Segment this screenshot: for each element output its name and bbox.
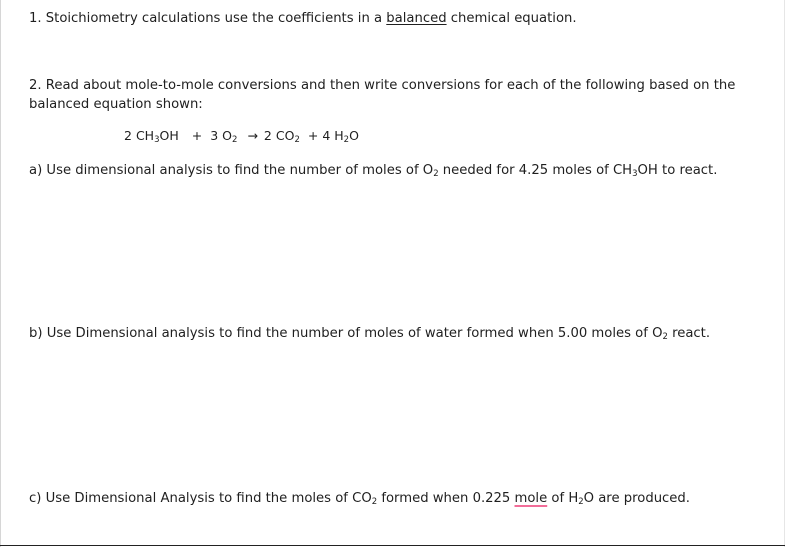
question-2: 2. Read about mole-to-mole conversions and then write conversions for each of the following based on the balanced equation shown:: [29, 78, 736, 112]
question-1-text-start: 1. Stoichiometry calculations use the coefficients in a: [29, 11, 387, 26]
coefficient-water: 4: [322, 128, 331, 143]
bottom-divider: [0, 545, 785, 546]
balanced-equation: [124, 127, 359, 145]
question-b: b) Use Dimensional analysis to find the number of moles of water formed when 5.00 moles of $O_2$ react.: [29, 326, 711, 342]
coefficient-oxygen: 3: [210, 128, 219, 143]
question-c: c) Use Dimensional Analysis to find the moles of $CO_2$ formed when 0.225 mole of $H_2O$ are produced.: [29, 491, 690, 507]
formula-methanol: $CH_3OH$: [135, 128, 179, 145]
formula-carbon-dioxide: $CO_2$: [275, 128, 300, 145]
coefficient-methanol: 2: [124, 128, 132, 143]
formula-water: $H_2O$: [334, 128, 359, 145]
plus-sign: +: [191, 128, 203, 143]
spellcheck-flagged-word[interactable]: mole: [514, 491, 548, 506]
coefficient-carbon-dioxide: 2: [263, 128, 272, 143]
formula-oxygen: $O_2$: [222, 128, 238, 145]
plus-sign: +: [307, 128, 319, 143]
question-1-text-end: chemical equation.: [446, 11, 577, 26]
question-1: [29, 9, 577, 28]
reaction-arrow-icon: →: [247, 128, 258, 143]
page-left-border: [0, 0, 1, 547]
question-a: a) Use dimensional analysis to find the number of moles of $O_2$ needed for 4.25 moles of $CH_3OH$ to react.: [29, 163, 718, 179]
underlined-word-balanced: balanced: [386, 11, 447, 26]
